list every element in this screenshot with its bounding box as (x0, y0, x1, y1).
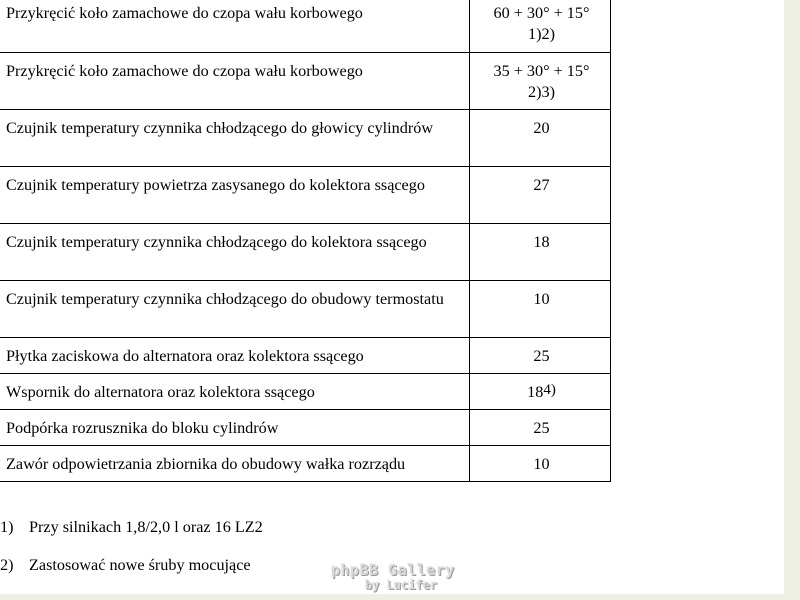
watermark-credit: by Lucifer (365, 578, 438, 592)
row-value-cell (470, 53, 611, 110)
row-description: Płytka zaciskowa do alternatora oraz kolektora ssącego (0, 338, 470, 374)
row-value: 18 (470, 224, 611, 281)
page-margin-right (784, 0, 800, 600)
row-value: 25 (470, 410, 611, 446)
row-value: 25 (470, 338, 611, 374)
row-value: 10 (470, 446, 611, 482)
footnotes (0, 518, 263, 594)
watermark-title: phpBB Gallery (331, 561, 455, 579)
table-row (0, 446, 611, 482)
row-value-note: 2)3) (528, 83, 555, 101)
row-description: Przykręcić koło zamachowe do czopa wału korbowego (0, 0, 470, 53)
row-value-cell (470, 374, 611, 410)
table-row (0, 374, 611, 410)
row-description: Czujnik temperatury powietrza zasysanego do kolektora ssącego (0, 167, 470, 224)
table-row (0, 110, 611, 167)
row-value: 35 + 30° + 15° (493, 62, 590, 80)
row-description: Podpórka rozrusznika do bloku cylindrów (0, 410, 470, 446)
row-value-note: 1)2) (528, 25, 555, 43)
row-description: Przykręcić koło zamachowe do czopa wału korbowego (0, 53, 470, 110)
footnote-marker: 2) (0, 556, 14, 574)
table-row (0, 53, 611, 110)
footnote (0, 518, 263, 539)
row-value: 27 (470, 167, 611, 224)
row-value: 20 (470, 110, 611, 167)
table-row (0, 338, 611, 374)
footnote-marker: 1) (0, 518, 14, 536)
row-description: Czujnik temperatury czynnika chłodzącego do głowicy cylindrów (0, 110, 470, 167)
table-row (0, 0, 611, 53)
table-row (0, 167, 611, 224)
row-value: 60 + 30° + 15° (493, 4, 590, 22)
footnote-text: Przy silnikach 1,8/2,0 l oraz 16 LZ2 (29, 518, 263, 536)
row-description: Wspornik do alternatora oraz kolektora ssącego (0, 374, 470, 410)
row-description: Zawór odpowietrzania zbiornika do obudowy wałka rozrządu (0, 446, 470, 482)
row-value-cell (470, 0, 611, 53)
row-description: Czujnik temperatury czynnika chłodzącego do kolektora ssącego (0, 224, 470, 281)
table-row (0, 281, 611, 338)
table-row (0, 410, 611, 446)
footnote (0, 556, 263, 577)
footnote-text: Zastosować nowe śruby mocujące (29, 556, 251, 574)
table-row (0, 224, 611, 281)
gallery-watermark (331, 563, 476, 597)
row-value: 10 (470, 281, 611, 338)
row-value-footnote-ref: 4) (543, 382, 556, 398)
row-value: 18 (527, 383, 544, 401)
row-description: Czujnik temperatury czynnika chłodzącego do obudowy termostatu (0, 281, 470, 338)
